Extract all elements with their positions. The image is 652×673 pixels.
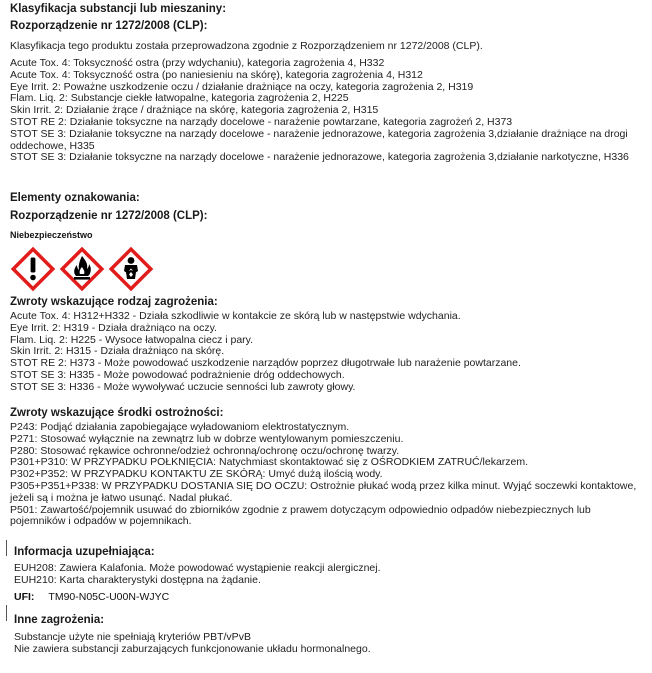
list-item: STOT SE 3: Działanie toksyczne na narządy docelowe - narażenie jednorazowe, kategoria zagrożenia 3,działanie narkotyczne, H336 — [10, 151, 629, 164]
list-item: EUH208: Zawiera Kalafonia. Może powodować wystąpienie reakcji alergicznej. — [14, 562, 381, 574]
labelling-regulation: Rozporządzenie nr 1272/2008 (CLP): — [10, 210, 208, 222]
hazard-heading: Zwroty wskazujące rodzaj zagrożenia: — [10, 296, 218, 308]
list-item: STOT SE 3: H336 - Może wywoływać uczucie senności lub zawroty głowy. — [10, 380, 356, 393]
list-item: P305+P351+P338: W PRZYPADKU DOSTANIA SIĘ DO OCZU: Ostrożnie płukać wodą przez kilka minut. Wyjąć soczewki kontaktowe, jeżeli są i można je łatwo usunąć. Nadal płukać. — [10, 479, 637, 504]
list-item: STOT SE 3: Działanie toksyczne na narządy docelowe - narażenie jednorazowe, kategoria zagrożenia 3,działanie drażniące na drogi oddechowe, H335 — [10, 127, 628, 152]
list-item: P302+P352: W PRZYPADKU KONTAKTU ZE SKÓRĄ: Umyć dużą ilością wody. — [10, 468, 383, 481]
ufi-label: UFI: — [14, 591, 35, 603]
other-heading: Inne zagrożenia: — [14, 614, 105, 626]
section-marker — [6, 605, 7, 621]
flame-icon — [59, 246, 105, 292]
precaution-list — [10, 422, 648, 528]
list-item: P301+P310: W PRZYPADKU POŁKNIĘCIA: Natychmiast skontaktować się z OŚRODKIEM ZATRUĆ/lekarzem. — [10, 456, 529, 469]
section-marker — [6, 540, 7, 556]
signal-word: Niebezpieczeństwo — [10, 230, 93, 240]
list-item: P271: Stosować wyłącznie na zewnątrz lub w dobrze wentylowanym pomieszczeniu. — [10, 432, 404, 445]
ufi-value: TM90-N05C-U00N-WJYC — [48, 591, 170, 603]
list-item: STOT RE 2: Działanie toksyczne na narządy docelowe - narażenie powtarzane, kategoria zagrożeń 2, H373 — [10, 115, 513, 128]
list-item: STOT RE 2: H373 - Może powodować uszkodzenie narządów poprzez długotrwałe lub narażenie powtarzane. — [10, 357, 521, 370]
list-item: P280: Stosować rękawice ochronne/odzież ochronną/ochronę oczu/ochronę twarzy. — [10, 444, 400, 457]
list-item: EUH210: Karta charakterystyki dostępna na żądanie. — [14, 573, 261, 586]
ghs-pictograms — [10, 246, 154, 292]
labelling-heading: Elementy oznakowania: — [10, 192, 140, 204]
list-item: Eye Irrit. 2: Poważne uszkodzenie oczu / działanie drażniące na oczy, kategoria zagrożenia 2, H319 — [10, 80, 474, 93]
list-item: Acute Tox. 4: Toksyczność ostra (przy wdychaniu), kategoria zagrożenia 4, H332 — [10, 57, 385, 69]
list-item: Flam. Liq. 2: H225 - Wysoce łatwopalna ciecz i pary. — [10, 333, 254, 346]
hazard-list — [10, 311, 648, 394]
classification-list — [10, 58, 648, 164]
supplementary-list — [14, 563, 648, 587]
list-item: Eye Irrit. 2: H319 - Działa drażniąco na oczy. — [10, 321, 217, 334]
other-list — [14, 632, 648, 656]
supplementary-heading: Informacja uzupełniająca: — [14, 546, 155, 558]
classification-heading: Klasyfikacja substancji lub mieszaniny: — [10, 3, 227, 15]
list-item: Acute Tox. 4: H312+H332 - Działa szkodliwie w kontakcie ze skórą lub w następstwie wdychania. — [10, 310, 461, 322]
list-item: Flam. Liq. 2: Substancje ciekłe łatwopalne, kategoria zagrożenia 2, H225 — [10, 92, 349, 105]
list-item: Nie zawiera substancji zaburzających funkcjonowanie układu hormonalnego. — [14, 642, 371, 655]
list-item: STOT SE 3: H335 - Może powodować podrażnienie dróg oddechowych. — [10, 368, 345, 381]
health-hazard-icon — [108, 246, 154, 292]
precaution-heading: Zwroty wskazujące środki ostrożności: — [10, 407, 224, 419]
list-item: Acute Tox. 4: Toksyczność ostra (po naniesieniu na skórę), kategoria zagrożenia 4, H312 — [10, 68, 423, 81]
list-item: P501: Zawartość/pojemnik usuwać do zbiorników zgodnie z prawem dotyczącym odpowiednio odpadów niebezpiecznych lub pojemników i odpadów w pojemnikach. — [10, 503, 591, 528]
list-item: Skin Irrit. 2: H315 - Działa drażniąco na skórę. — [10, 345, 225, 358]
classification-regulation: Rozporządzenie nr 1272/2008 (CLP): — [10, 20, 208, 32]
exclamation-mark-icon — [10, 246, 56, 292]
classification-intro: Klasyfikacja tego produktu została przeprowadzona zgodnie z Rozporządzeniem nr 1272/2008 (CLP). — [10, 40, 483, 52]
list-item: P243: Podjąć działania zapobiegające wyładowaniom elektrostatycznym. — [10, 421, 350, 433]
ufi-row — [14, 591, 648, 603]
list-item: Substancje użyte nie spełniają kryteriów PBT/vPvB — [14, 631, 251, 643]
list-item: Skin Irrit. 2: Działanie żrące / drażniące na skórę, kategoria zagrożenia 2, H315 — [10, 104, 379, 117]
